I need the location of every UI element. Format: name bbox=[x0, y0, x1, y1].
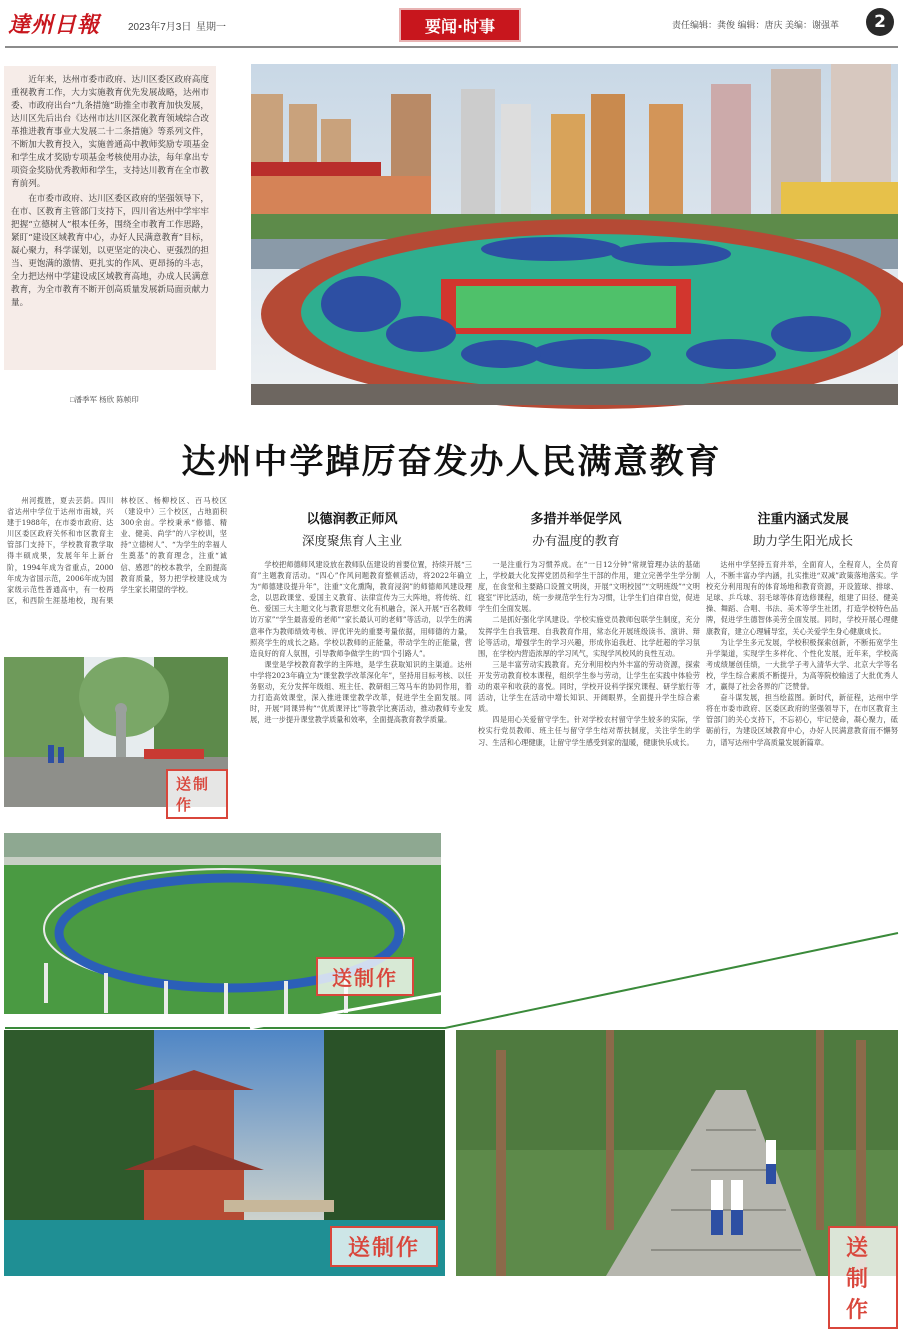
stadium-photo bbox=[251, 64, 898, 405]
section-title: 多措并举促学风 bbox=[530, 512, 622, 527]
section-title: 注重内涵式发展 bbox=[757, 512, 849, 527]
section-subtitle: 深度聚焦育人主业 bbox=[301, 533, 402, 548]
section-subtitle: 助力学生阳光成长 bbox=[752, 533, 853, 548]
intro-box bbox=[4, 66, 216, 370]
intro-paragraph: 在市委市政府、达川区委区政府的坚强领导下，在市、区教育主管部门支持下，四川省达州中学牢牢把握“立德树人”根本任务，围绕全市教育工作思路，紧盯“建设区域教育中心，办好人民满意教育”目标，凝心聚力，科学谋划，以更坚定的决心、更强烈的担当、更饱满的激情、更扎实的作风、更昂扬的斗志，全力把达州中学建设成区域教育高地，办成人民满意教育，为全市教育不断开创高质量发展新局面贡献力量。 bbox=[11, 194, 209, 308]
watermark-stamp: 送制作 bbox=[828, 1226, 898, 1329]
article-paragraph: 课堂是学校教育教学的主阵地，是学生获取知识的主渠道。达州中学将2023年确立为“课堂教学改革深化年”，坚持用目标考核、以任务驱动，充分发挥年级组、班主任、教研组三驾马车的协同作用，着力打造高效课堂，深入推进课堂教学改革，促进学生全面发展。同时，开展“同课异构”“优质课评比”等教学比赛活动，推动教师专业发展，进一步提升课堂教学质量和效率，全面提高教育教学质量。 bbox=[250, 659, 472, 725]
page-number-badge: 2 bbox=[866, 8, 894, 36]
section-title: 以德润教正师风 bbox=[306, 512, 398, 527]
body-column-3 bbox=[706, 559, 898, 935]
author-credits: □潘季军 杨欣 陈帧印 bbox=[70, 395, 139, 404]
article-paragraph: 四是用心关爱留守学生。针对学校农村留守学生较多的实际，学校实行党员教师、班主任与留守学生结对帮扶制度，关注学生的学习、生活和心理健康，让留守学生感受到家的温暖，健康快乐成长。 bbox=[478, 715, 700, 747]
issue-weekday: 星期一 bbox=[196, 22, 226, 33]
editor-credits: 责任编辑：龚俊 编辑：唐庆 美编：谢强革 bbox=[672, 20, 840, 30]
student-circle-photo bbox=[4, 833, 441, 1014]
article-paragraph: 学校把师德师风建设放在教师队伍建设的首要位置，持续开展“三育”主题教育活动。“四心”作风问题教育整顿活动，将2022年确立为“师德建设提升年”，注重“文化熏陶，教育浸润”的师德师风建设理念，以思政课堂、爱国主义教育、法律宣传为三大阵地，将传统、红色、爱国三大主题文化与教育思想文化有机融合，深入开展“百名教师访万家”“学生最喜爱的老师”“家长最认可的老师”等活动，以学生的满意率作为教师绩效考核、评优评先的重要考量依据，用师德的力量，照亮学生的成长之路。学校以教师的正能量，带动学生的正能量，营造良好的育人氛围，引导教师争做学生的“四个引路人”。 bbox=[250, 560, 472, 658]
intro-paragraph: 近年来，达州市委市政府、达川区委区政府高度重视教育工作，大力实施教育优先发展战略，达州市委、市政府出台“九条措施”助推全市教育加快发展，达川区先后出台《达州市达川区深化教育领域综合改革推进教育事业大发展二十二条措施》等系列文件，不断加大教育投入，实施普通高中教师奖励专项基金和学生成才奖励专项基金考核使用办法，每年拿出专项资金奖励优秀教师和学生，支持达川教育在全市教育前列。 bbox=[11, 75, 209, 189]
article-paragraph: 州河揽胜，夏去芸荫。四川省达州中学位于达州市南城，兴建于1988年，在市委市政府、达川区委区政府关怀和市区教育主管部门支持下，学校教育教学取得丰硕成果，发展年年上新台阶，1994年成为省重点，2000年成为省国示范，2006年成为国家级示范性普通高中，有一校两区，和西阶生涯基地校，现有果林校区、杨柳校区、百马校区（建设中）三个校区，占地面积300余亩。学校秉承“修德、精业、健美、尚学”的八字校训，坚持“立德树人”、“为学生的幸福人生奠基”的教育理念，注重“诚信、感恩”的校本教学，全面提高教育质量，努力把学校建设成为学生家长期望的学校。 bbox=[7, 496, 227, 605]
article-paragraph: 为让学生多元发展，学校积极探索创新，不断拓宽学生升学渠道，实现学生多样化、个性化发展，近年来，学校高考成绩屡创佳绩，一大批学子考入清华大学、北京大学等名校，学生综合素质不断提升，为高等院校输送了大批优秀人才，赢得了社会各界的广泛赞誉。 bbox=[706, 637, 898, 692]
stairway-photo bbox=[456, 1030, 898, 1323]
top-divider bbox=[5, 46, 898, 48]
article-paragraph: 达州中学坚持五育并举，全面育人，全程育人，全员育人，不断丰富办学内涵，扎实推进“双减”政策落地落实。学校充分利用现有的体育场地和教育资源，开设篮球、排球、足球、乒乓球、羽毛球等体育选修课程，组建了田径、健美操、舞蹈、合唱、书法、美术等学生社团，打造学校特色品牌，促进学生德智体美劳全面发展。同时，学校开展心理健康教育，建立心理辅导室，关心关爱学生身心健康成长。 bbox=[706, 560, 898, 636]
section-heading-3 bbox=[713, 511, 893, 550]
lead-column bbox=[7, 495, 227, 643]
article-paragraph: 二是抓好强化学风建设。学校实施党员教师包联学生制度，充分发挥学生自我管理、自我教育作用，常态化开展班级读书、演讲、辩论等活动，增强学生的学习兴趣，形成你追我赶、比学赶超的学习氛围，在学校内营造浓厚的学习风气，实现学风校风的良性互动。 bbox=[478, 615, 700, 658]
section-tab: 要闻·时事 bbox=[399, 8, 521, 42]
body-column-1 bbox=[250, 559, 472, 827]
watermark-stamp: 送制作 bbox=[316, 957, 414, 996]
section-subtitle: 办有温度的教育 bbox=[532, 533, 620, 548]
pavilion-photo bbox=[4, 1030, 445, 1276]
article-paragraph: 三是丰富劳动实践教育。充分利用校内外丰富的劳动资源，探索开发劳动教育校本课程，组织学生参与劳动，让学生在实践中体验劳动的艰辛和收获的喜悦。同时，学校开设科学探究课程、研学旅行等活动，让学生在活动中增长知识、开阔眼界，全面提升学生综合素质。 bbox=[478, 659, 700, 714]
article-paragraph: 一是注重行为习惯养成。在“一日12分钟”常规管理办法的基础上，学校最大化发挥党团员和学生干部的作用，建立完善学生学分制度，在食堂和主要路口设置文明岗，开展“文明校园”“文明班级”“文明寝室”评比活动，统一步规范学生行为习惯，让学生们自律自觉，促进学生们全面发展。 bbox=[478, 560, 700, 614]
section-heading-1 bbox=[262, 511, 442, 550]
section-heading-2 bbox=[486, 511, 666, 550]
article-paragraph: 奋斗谋发展，担当绘蓝图。新时代，新征程，达州中学将在市委市政府、区委区政府的坚强领导下，在市区教育主管部门的关心支持下，不忘初心，牢记使命，凝心聚力，砥砺前行，为建设区域教育中心，办好人民满意教育而不懈努力，谱写达州中学高质量发展新篇章。 bbox=[706, 693, 898, 747]
newspaper-logo: 達州日報 bbox=[8, 12, 101, 38]
body-column-2 bbox=[478, 559, 700, 849]
watermark-stamp: 送制作 bbox=[166, 769, 228, 819]
issue-date: 2023年7月3日 bbox=[128, 22, 192, 33]
campus-statue-photo bbox=[4, 657, 228, 814]
article-headline: 达州中学踔厉奋发办人民满意教育 bbox=[181, 442, 722, 482]
watermark-stamp: 送制作 bbox=[330, 1226, 438, 1267]
